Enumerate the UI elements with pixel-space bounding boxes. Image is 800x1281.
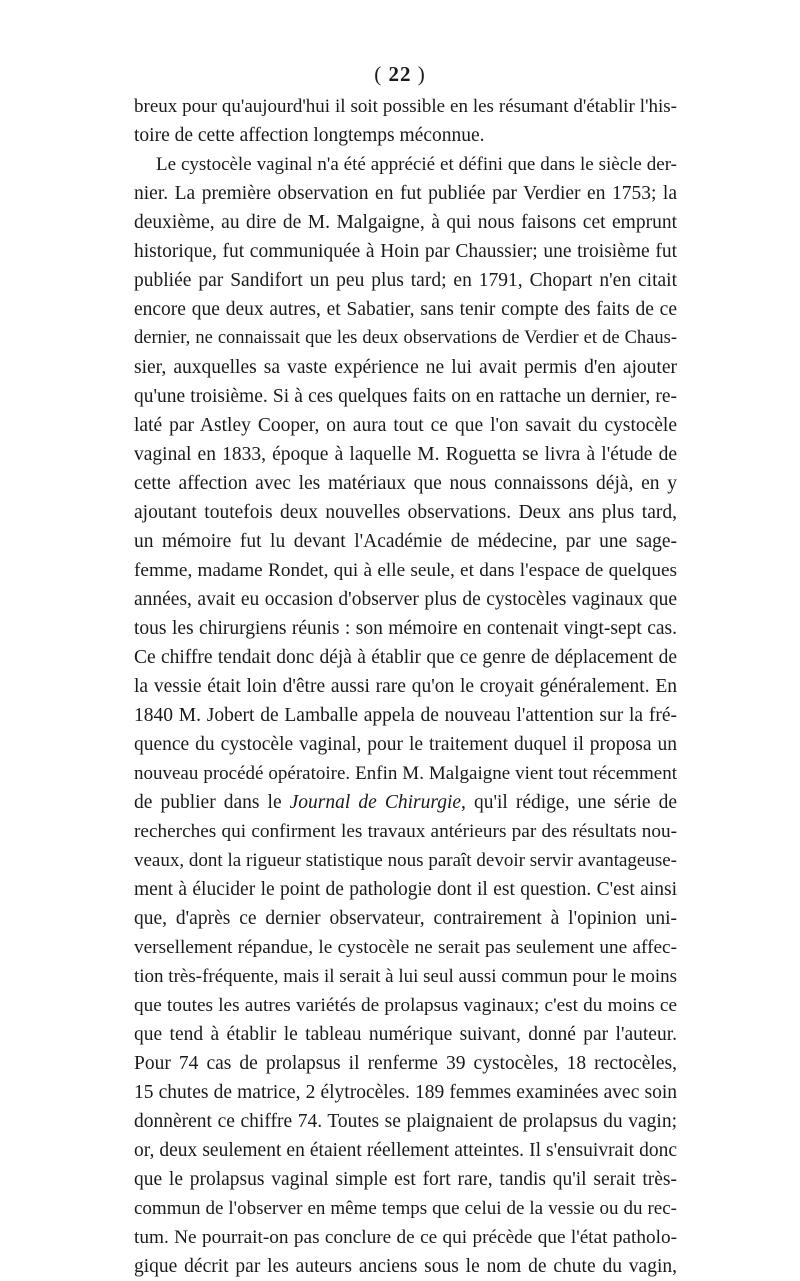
text-line: 1840 M. Jobert de Lamballe appela de nouveau l'attention sur la fré- (134, 705, 677, 726)
text-line (134, 788, 677, 817)
text-line: commun de l'observer en même temps que celui de la vessie ou du rec- (134, 1198, 677, 1219)
text-line: nouveau procédé opératoire. Enfin M. Malgaigne vient tout récemment (134, 763, 677, 784)
text-line: que tend à établir le tableau numérique suivant, donné par l'auteur. (134, 1024, 677, 1045)
text-line: toire de cette affection longtemps méconnue. (134, 125, 485, 146)
text-line: femme, madame Rondet, qui à elle seule, et dans l'espace de quelques (134, 560, 677, 581)
body-text (134, 92, 677, 1281)
text-segment: , qu'il rédige, une série de (461, 792, 677, 813)
text-line: veaux, dont la rigueur statistique nous paraît devoir servir avantageuse- (134, 850, 677, 871)
text-line: donnèrent ce chiffre 74. Toutes se plaignaient de prolapsus du vagin; (134, 1111, 677, 1132)
text-line: qu'une troisième. Si à ces quelques faits on en rattache un dernier, re- (134, 386, 677, 407)
text-line: historique, fut communiquée à Hoin par Chaussier; une troisième fut (134, 241, 677, 262)
text-line: encore que deux autres, et Sabatier, sans tenir compte des faits de ce (134, 299, 677, 320)
text-line: Le cystocèle vaginal n'a été apprécié et défini que dans le siècle der- (156, 154, 677, 175)
text-line: gique décrit par les auteurs anciens sous le nom de chute du vagin, (134, 1256, 677, 1277)
text-line: cette affection avec les matériaux que nous connaissons déjà, en y (134, 473, 677, 494)
text-line: vaginal en 1833, époque à laquelle M. Roguetta se livra à l'étude de (134, 444, 677, 465)
text-line: sier, auxquelles sa vaste expérience ne lui avait permis d'en ajouter (134, 357, 677, 378)
page-number (0, 62, 800, 87)
text-segment: de publier dans le (134, 792, 290, 813)
text-line: 15 chutes de matrice, 2 élytrocèles. 189 femmes examinées avec soin (134, 1082, 677, 1103)
page-number-value: 22 (388, 62, 412, 86)
text-line: tous les chirurgiens réunis : son mémoire en contenait vingt-sept cas. (134, 618, 677, 639)
text-line: deuxième, au dire de M. Malgaigne, à qui nous faisons cet emprunt (134, 212, 677, 233)
text-line: versellement répandue, le cystocèle ne serait pas seulement une affec- (134, 937, 677, 958)
text-line: nier. La première observation en fut publiée par Verdier en 1753; la (134, 183, 677, 204)
text-line: tion très-fréquente, mais il serait à lui seul aussi commun pour le moins (134, 966, 677, 987)
text-line: Pour 74 cas de prolapsus il renferme 39 cystocèles, 18 rectocèles, (134, 1053, 677, 1074)
text-line: années, avait eu occasion d'observer plus de cystocèles vaginaux que (134, 589, 677, 610)
text-line: que le prolapsus vaginal simple est fort rare, tandis qu'il serait très- (134, 1169, 677, 1190)
text-line: dernier, ne connaissait que les deux observations de Verdier et de Chaus- (134, 328, 677, 348)
text-line: breux pour qu'aujourd'hui il soit possible en les résumant d'établir l'his- (134, 96, 677, 117)
text-line: un mémoire fut lu devant l'Académie de médecine, par une sage- (134, 531, 677, 552)
journal-title: Journal de Chirurgie (289, 792, 462, 813)
text-line: tum. Ne pourrait-on pas conclure de ce qui précède que l'état patholo- (134, 1227, 677, 1248)
text-line: que, d'après ce dernier observateur, contrairement à l'opinion uni- (134, 908, 677, 929)
text-line: or, deux seulement en étaient réellement atteintes. Il s'ensuivrait donc (134, 1140, 677, 1161)
text-line: la vessie était loin d'être aussi rare qu'on le croyait généralement. En (134, 676, 677, 697)
text-line: que toutes les autres variétés de prolapsus vaginaux; c'est du moins ce (134, 995, 677, 1016)
text-line: ment à élucider le point de pathologie dont il est question. C'est ainsi (134, 879, 677, 900)
text-line: laté par Astley Cooper, on aura tout ce que l'on savait du cystocèle (134, 415, 677, 436)
text-line: ajoutant toutefois deux nouvelles observations. Deux ans plus tard, (134, 502, 677, 523)
text-line: Ce chiffre tendait donc déjà à établir que ce genre de déplacement de (134, 647, 677, 668)
page-number-open-paren: ( (374, 62, 383, 86)
text-line: quence du cystocèle vaginal, pour le traitement duquel il proposa un (134, 734, 677, 755)
text-line: publiée par Sandifort un peu plus tard; en 1791, Chopart n'en citait (134, 270, 677, 291)
text-line: recherches qui confirment les travaux antérieurs par des résultats nou- (134, 821, 677, 842)
page-number-close-paren: ) (417, 62, 426, 86)
